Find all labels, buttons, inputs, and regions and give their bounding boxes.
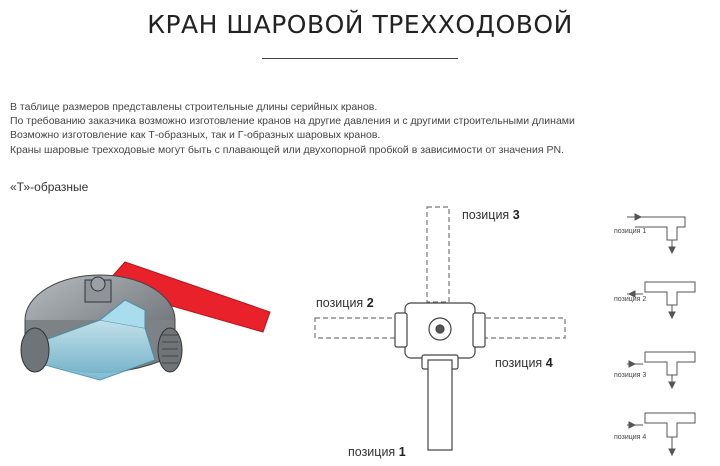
title-underline bbox=[262, 58, 458, 59]
handle-position-3 bbox=[427, 207, 449, 302]
scheme-2-label: позиция 2 bbox=[614, 296, 647, 303]
handle-position-2 bbox=[315, 318, 405, 338]
position-4-label: позиция 4 bbox=[495, 356, 553, 370]
section-subhead: «Т»-образные bbox=[10, 180, 89, 194]
flow-scheme-4 bbox=[625, 405, 715, 461]
position-1-label: позиция 1 bbox=[348, 445, 406, 459]
intro-text bbox=[10, 100, 710, 157]
position-3-label: позиция 3 bbox=[462, 208, 520, 222]
flow-scheme-2 bbox=[625, 270, 715, 320]
intro-line: Краны шаровые трехходовые могут быть с плавающей или двухопорной пробкой в зависимости от значения PN. bbox=[10, 143, 564, 156]
page-title: КРАН ШАРОВОЙ ТРЕХХОДОВОЙ bbox=[147, 10, 573, 39]
handle-position-1 bbox=[428, 360, 452, 450]
intro-line: В таблице размеров представлены строительные длины серийных кранов. bbox=[10, 101, 378, 113]
scheme-4-label: позиция 4 bbox=[614, 434, 647, 441]
intro-line: По требованию заказчика возможно изготовление кранов на другие давления и с другими строительными длинами bbox=[10, 115, 575, 128]
scheme-3-label: позиция 3 bbox=[614, 372, 647, 379]
flow-scheme-3 bbox=[625, 340, 715, 390]
scheme-1-label: позиция 1 bbox=[614, 228, 647, 235]
position-2-label: позиция 2 bbox=[316, 296, 374, 310]
position-diagram bbox=[310, 205, 570, 455]
intro-line: Возможно изготовление как Т-образных, так и Г-образных шаровых кранов. bbox=[10, 129, 381, 142]
valve-cutaway-illustration bbox=[5, 240, 295, 460]
